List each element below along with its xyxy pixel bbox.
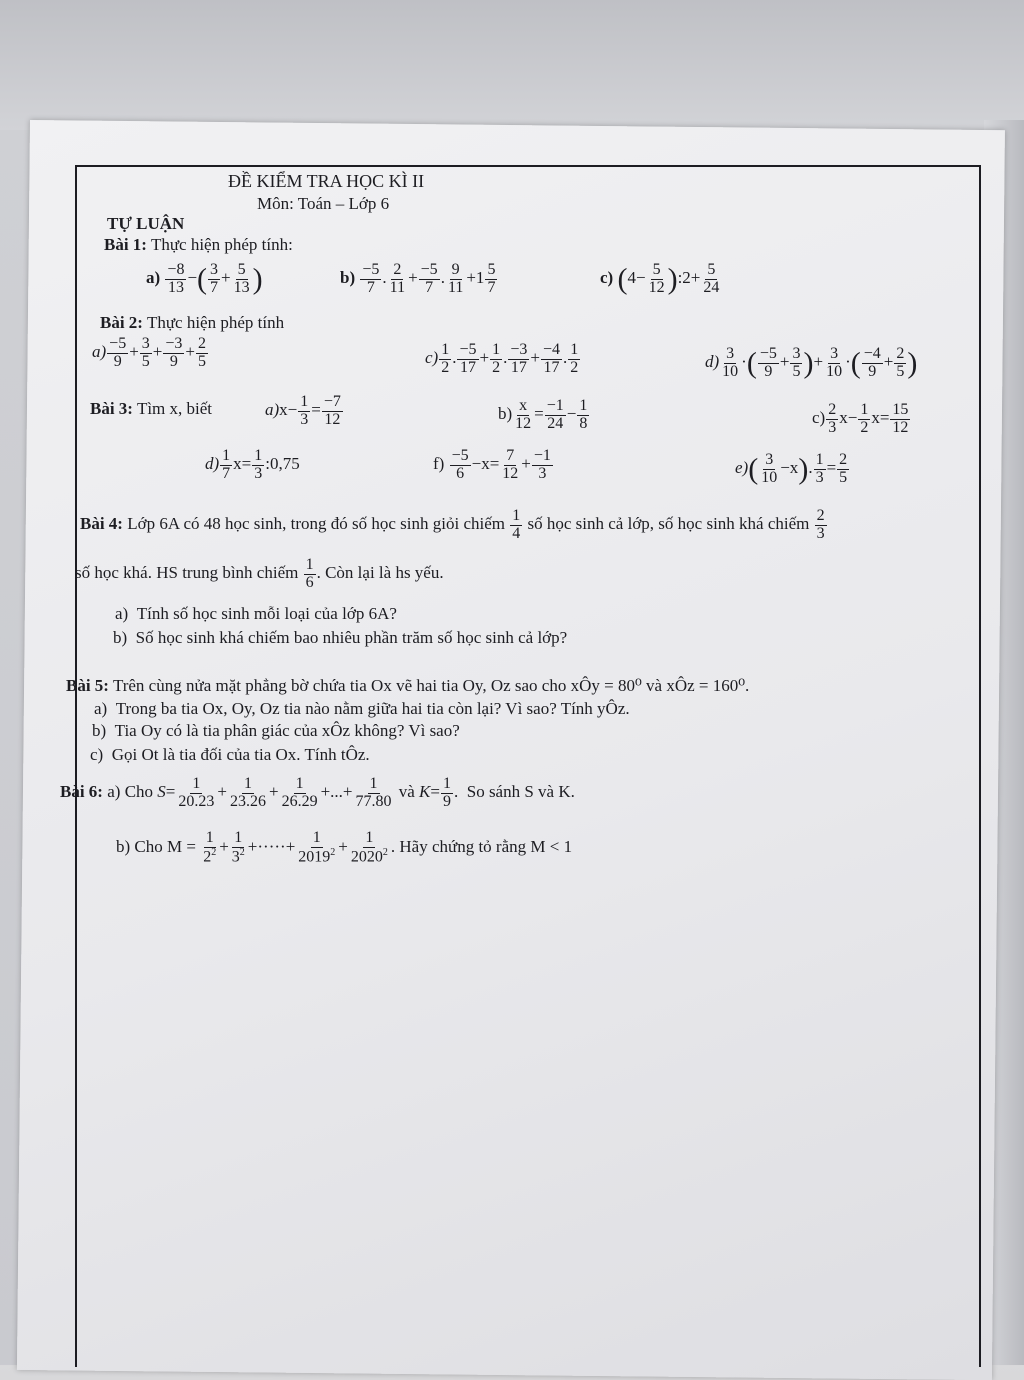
bai3-e: e)( $\frac{3}{10}$ −x). $\frac{1}{3}$ = $\frac{2}{5}$ [735,451,848,486]
bai5-c: c) Gọi Ot là tia đối của tia Ox. Tính tÔz. [90,745,370,764]
bai3-c: c) $\frac{2}{3}$ x− $\frac{1}{2}$ x= $\frac{15}{12}$ [812,401,909,436]
exam-title: ĐỀ KIỂM TRA HỌC KÌ II [228,171,425,191]
bai1-c: c) (4− $\frac{5}{12}$ ):2+ $\frac{5}{24}$ [600,261,720,296]
exam-subtitle: Môn: Toán – Lớp 6 [257,194,390,213]
bai4-line2: số học khá. HS trung bình chiếm $\frac{1}{6}$ . Còn lại là hs yếu. [75,556,444,591]
bai3-f: f) $\frac{-5}{6}$ −x= $\frac{7}{12}$ + $\frac{-1}{3}$ [433,447,551,482]
bai3-a: a)x− $\frac{1}{3}$ = $\frac{-7}{12}$ [265,393,341,428]
section-title: TỰ LUẬN [107,214,185,233]
background-surface [0,0,1024,130]
bai6-a: Bài 6: a) Cho S= $\frac{1}{20.23}$ + $\frac{1}{23.26}$ + $\frac{1}{26.29}$ +...+ $\frac{1}{77.80}$ và K= $\frac{1}{9}$ . So sánh S và K. [60,775,575,810]
bai5-heading: Bài 5: Trên cùng nửa mặt phẳng bờ chứa tia Ox vẽ hai tia Oy, Oz sao cho xÔy = 80⁰ và xÔz = 160⁰. [66,676,750,695]
bai2-heading: Bài 2: Thực hiện phép tính [100,313,285,332]
bai2-a: a) $\frac{-5}{9}$ + $\frac{3}{5}$ + $\frac{-3}{9}$ + $\frac{2}{5}$ [92,335,207,370]
bai3-heading: Bài 3: Tìm x, biết [90,399,213,418]
bai5-a: a) Trong ba tia Ox, Oy, Oz tia nào nằm giữa hai tia còn lại? Vì sao? Tính yÔz. [94,699,630,718]
bai3-d: d) $\frac{1}{7}$ x= $\frac{1}{3}$ :0,75 [205,447,300,482]
bai4-line1: Bài 4: Lớp 6A có 48 học sinh, trong đó số học sinh giỏi chiếm $\frac{1}{4}$ số học sinh cả lớp, số học sinh khá chiếm $\frac{2}{3}$ [80,507,825,542]
bai5-b: b) Tia Oy có là tia phân giác của xÔz không? Vì sao? [92,721,460,740]
bai2-c: c) $\frac{1}{2}$ . $\frac{-5}{17}$ + $\frac{1}{2}$ . $\frac{-3}{17}$ + $\frac{-4}{17}$ . $\frac{1}{2}$ [425,341,579,376]
bai3-b: b) $\frac{x}{12}$ = $\frac{-1}{24}$ − $\frac{1}{8}$ [498,397,588,432]
bai1-b: b) $\frac{-5}{7}$ . $\frac{2}{11}$ + $\frac{-5}{7}$ . $\frac{9}{11}$ +1 $\frac{5}{7}$ [340,261,496,296]
bai4-a: a) Tính số học sinh mỗi loại của lớp 6A? [115,604,397,623]
bai4-b: b) Số học sinh khá chiếm bao nhiêu phần trăm số học sinh cả lớp? [113,628,568,647]
bai6-b: b) Cho M = $\frac{1}{2^2}$ + $\frac{1}{3^2}$ +·····+ $\frac{1}{2019^2}$ + $\frac{1}{2020^2}$ . Hãy chứng tỏ rằng M < 1 [116,829,573,866]
bai1-a: a) $\frac{-8}{13}$ −( $\frac{3}{7}$ + $\frac{5}{13}$ ) [146,261,263,296]
bai1-heading: Bài 1: Thực hiện phép tính: [104,235,293,254]
bai2-d: d) $\frac{3}{10}$ ·( $\frac{-5}{9}$ + $\frac{3}{5}$ )+ $\frac{3}{10}$ ·( $\frac{-4}{9}$ + $\frac{2}{5}$ ) [705,345,918,380]
